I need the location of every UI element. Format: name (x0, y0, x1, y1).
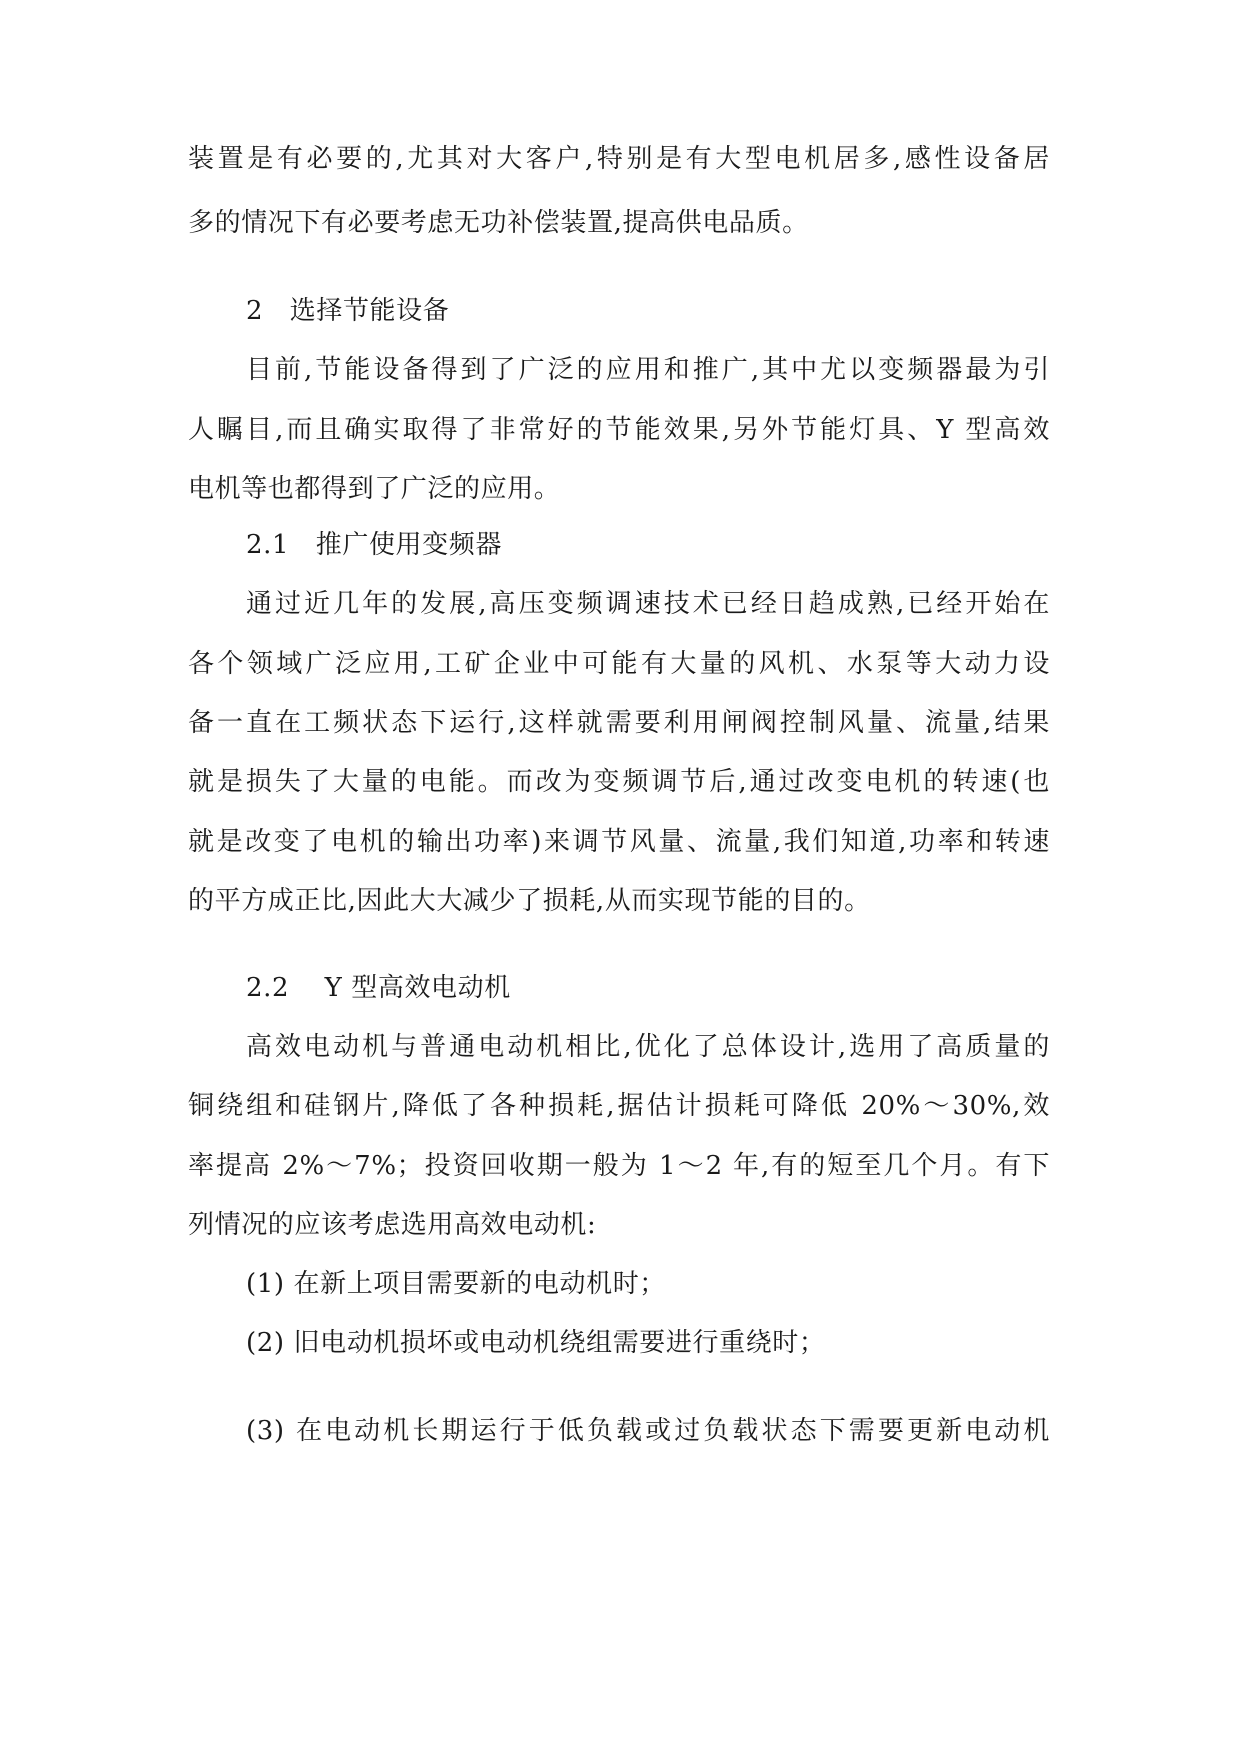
paragraph-line: 装置是有必要的,尤其对大客户,特别是有大型电机居多,感性设备居 (188, 144, 1050, 174)
paragraph-line: 电机等也都得到了广泛的应用。 (188, 474, 561, 504)
paragraph-line: 的平方成正比,因此大大减少了损耗,从而实现节能的目的。 (188, 886, 871, 916)
paragraph-line: 目前,节能设备得到了广泛的应用和推广,其中尤以变频器最为引 (246, 355, 1050, 385)
paragraph-line: 就是损失了大量的电能。而改为变频调节后,通过改变电机的转速(也 (188, 767, 1050, 797)
list-item: (2) 旧电动机损坏或电动机绕组需要进行重绕时； (246, 1328, 826, 1358)
paragraph-line: 高效电动机与普通电动机相比,优化了总体设计,选用了高质量的 (246, 1032, 1050, 1062)
paragraph-line: 列情况的应该考虑选用高效电动机: (188, 1210, 597, 1240)
paragraph-line: 通过近几年的发展,高压变频调速技术已经日趋成熟,已经开始在 (246, 589, 1050, 619)
paragraph-line: 就是改变了电机的输出功率)来调节风量、流量,我们知道,功率和转速 (188, 827, 1050, 857)
list-item: (3) 在电动机长期运行于低负载或过负载状态下需要更新电动机 (246, 1416, 1050, 1446)
paragraph-line: 人瞩目,而且确实取得了非常好的节能效果,另外节能灯具、Y 型高效 (188, 415, 1050, 445)
paragraph-line: 各个领域广泛应用,工矿企业中可能有大量的风机、水泵等大动力设 (188, 649, 1050, 679)
subsection-heading: 2.1 推广使用变频器 (246, 530, 502, 560)
section-heading: 2 选择节能设备 (246, 296, 450, 326)
subsection-heading: 2.2 Y 型高效电动机 (246, 973, 511, 1003)
paragraph-line: 率提高 2%～7%；投资回收期一般为 1～2 年,有的短至几个月。有下 (188, 1151, 1050, 1181)
paragraph-line: 铜绕组和硅钢片,降低了各种损耗,据估计损耗可降低 20%～30%,效 (188, 1091, 1050, 1121)
paragraph-line: 多的情况下有必要考虑无功补偿装置,提高供电品质。 (188, 208, 809, 238)
paragraph-line: 备一直在工频状态下运行,这样就需要利用闸阀控制风量、流量,结果 (188, 708, 1050, 738)
list-item: (1) 在新上项目需要新的电动机时； (246, 1269, 666, 1299)
